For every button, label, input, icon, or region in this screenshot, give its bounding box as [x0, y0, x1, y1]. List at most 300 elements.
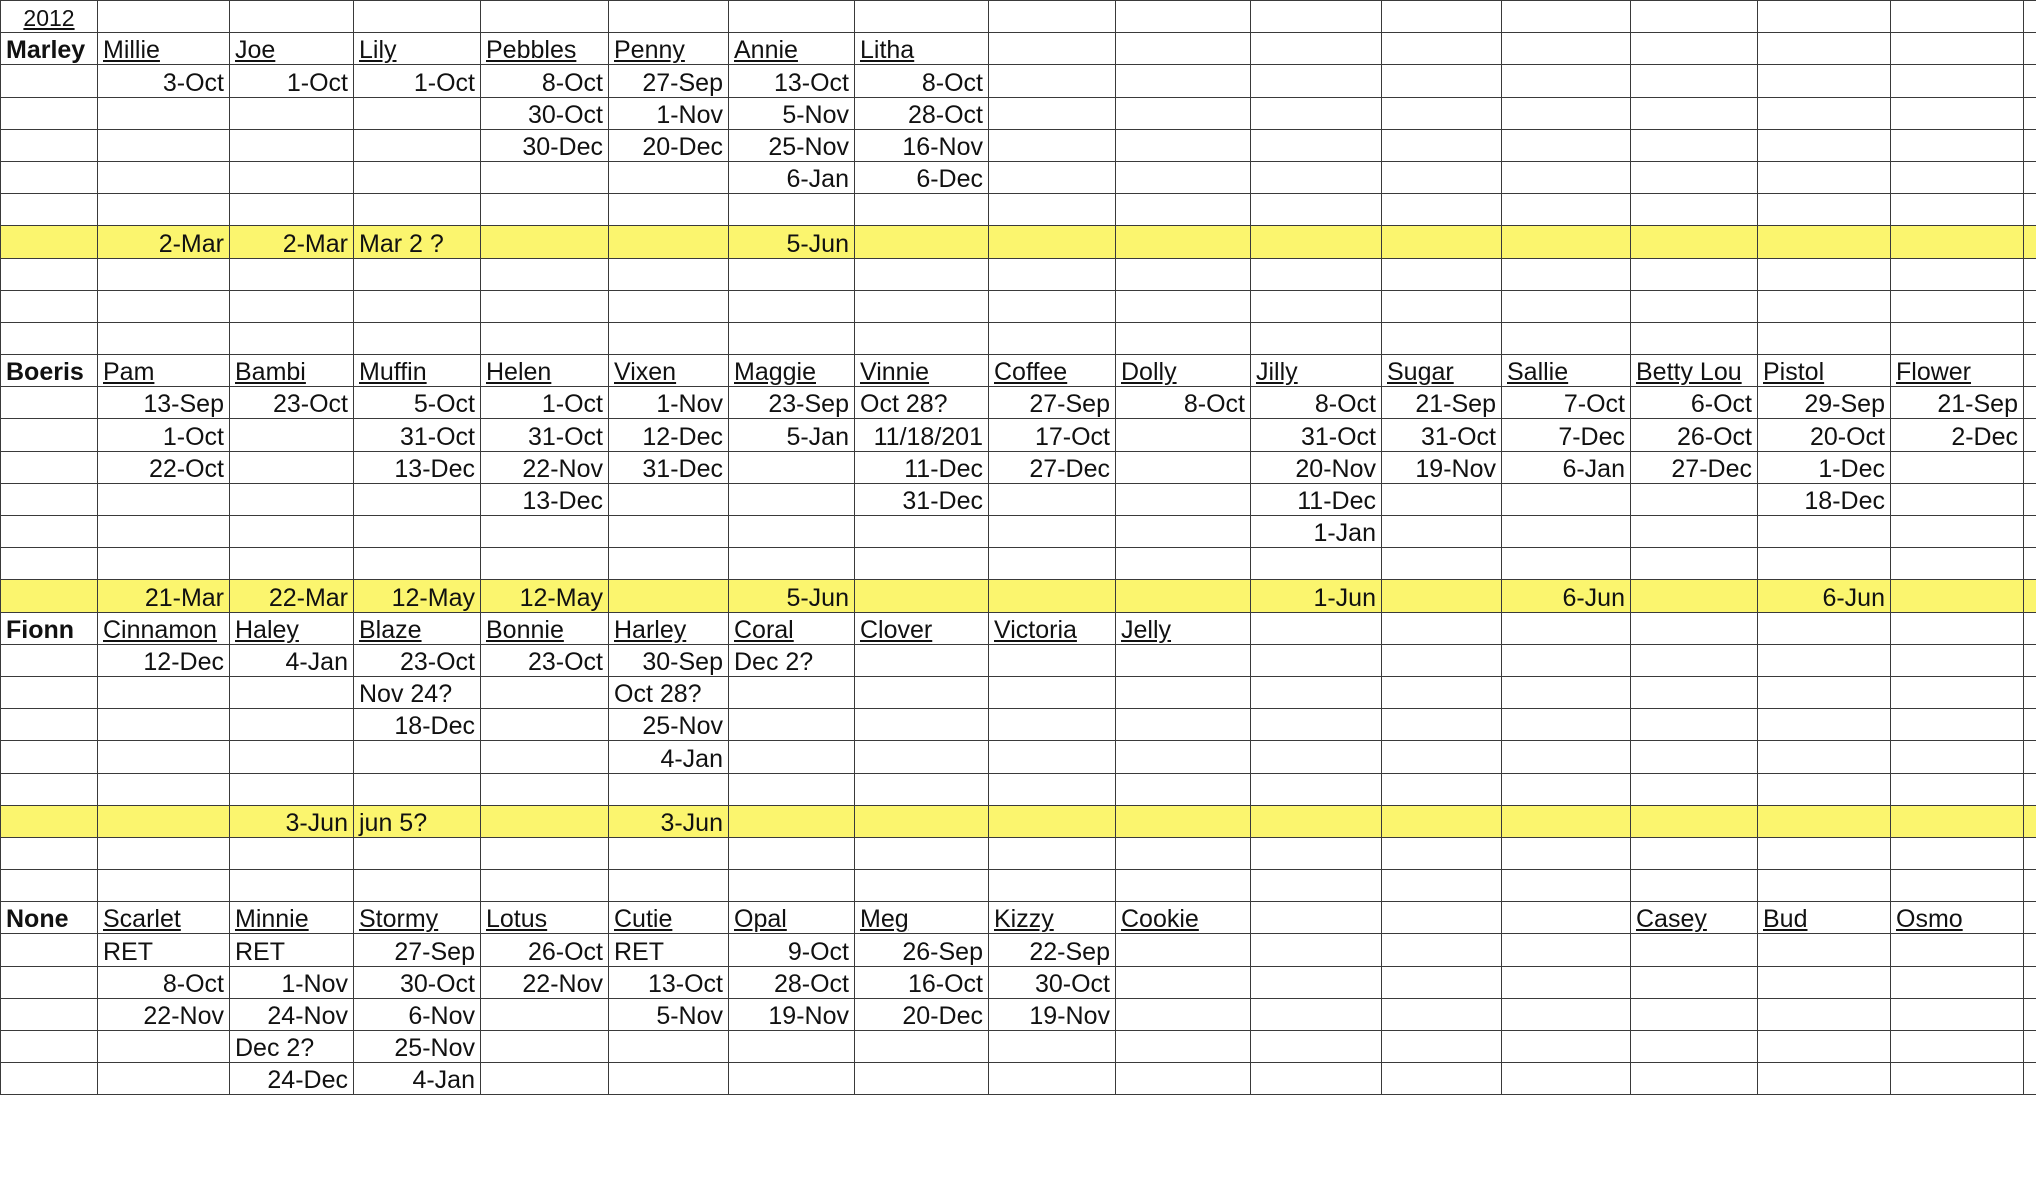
- empty-cell[interactable]: [98, 97, 230, 129]
- date-cell[interactable]: 1-Dec: [1758, 451, 1891, 483]
- empty-cell[interactable]: [354, 97, 481, 129]
- empty-cell[interactable]: [1758, 258, 1891, 290]
- empty-cell[interactable]: [1502, 773, 1631, 805]
- empty-cell[interactable]: [855, 676, 989, 708]
- empty-cell[interactable]: [1116, 97, 1251, 129]
- empty-cell[interactable]: [1116, 33, 1251, 65]
- animal-name-header[interactable]: Coral: [729, 612, 855, 644]
- empty-cell[interactable]: [1631, 644, 1758, 676]
- date-cell[interactable]: 2-Dec: [1891, 419, 2024, 451]
- date-cell[interactable]: 21-Sep: [1382, 387, 1502, 419]
- empty-cell[interactable]: [1116, 290, 1251, 322]
- empty-cell[interactable]: [1251, 226, 1382, 258]
- empty-cell[interactable]: [1382, 33, 1502, 65]
- empty-cell[interactable]: [1758, 773, 1891, 805]
- empty-cell[interactable]: [230, 709, 354, 741]
- empty-cell[interactable]: [855, 226, 989, 258]
- empty-cell[interactable]: [1116, 934, 1251, 966]
- empty-cell[interactable]: [1251, 837, 1382, 869]
- empty-cell[interactable]: [1, 322, 98, 354]
- date-cell[interactable]: 22-Nov: [481, 966, 609, 998]
- animal-name-header[interactable]: Lotus: [481, 902, 609, 934]
- empty-cell[interactable]: [2024, 998, 2036, 1030]
- empty-cell[interactable]: [1631, 226, 1758, 258]
- date-cell[interactable]: 4-Jan: [354, 1063, 481, 1095]
- date-cell[interactable]: 5-Nov: [609, 998, 729, 1030]
- highlight-date-cell[interactable]: 1-Jun: [1251, 580, 1382, 612]
- empty-cell[interactable]: [1251, 194, 1382, 226]
- empty-cell[interactable]: [729, 548, 855, 580]
- date-cell[interactable]: 18-Dec: [1758, 483, 1891, 515]
- empty-cell[interactable]: [855, 741, 989, 773]
- empty-cell[interactable]: [1382, 194, 1502, 226]
- empty-cell[interactable]: [609, 548, 729, 580]
- empty-cell[interactable]: [1116, 709, 1251, 741]
- empty-cell[interactable]: [1758, 129, 1891, 161]
- empty-cell[interactable]: [1891, 548, 2024, 580]
- empty-cell[interactable]: [1631, 934, 1758, 966]
- date-cell[interactable]: 13-Dec: [481, 483, 609, 515]
- empty-cell[interactable]: [1382, 226, 1502, 258]
- empty-cell[interactable]: [230, 773, 354, 805]
- animal-name-header[interactable]: Annie: [729, 33, 855, 65]
- empty-cell[interactable]: [1382, 290, 1502, 322]
- empty-cell[interactable]: [1891, 322, 2024, 354]
- date-cell[interactable]: 5-Oct: [354, 387, 481, 419]
- empty-cell[interactable]: [1631, 97, 1758, 129]
- empty-cell[interactable]: [1251, 902, 1382, 934]
- animal-name-header[interactable]: Meg: [855, 902, 989, 934]
- empty-cell[interactable]: [609, 837, 729, 869]
- empty-cell[interactable]: [1758, 65, 1891, 97]
- empty-cell[interactable]: [1382, 516, 1502, 548]
- empty-cell[interactable]: [1758, 998, 1891, 1030]
- empty-cell[interactable]: [729, 483, 855, 515]
- empty-cell[interactable]: [989, 258, 1116, 290]
- empty-cell[interactable]: [989, 65, 1116, 97]
- empty-cell[interactable]: [1116, 837, 1251, 869]
- empty-cell[interactable]: [1631, 1063, 1758, 1095]
- animal-name-header[interactable]: Flower: [1891, 355, 2024, 387]
- date-cell[interactable]: 26-Oct: [481, 934, 609, 966]
- empty-cell[interactable]: [1891, 194, 2024, 226]
- empty-cell[interactable]: [230, 97, 354, 129]
- empty-cell[interactable]: [1251, 998, 1382, 1030]
- empty-cell[interactable]: [481, 290, 609, 322]
- empty-cell[interactable]: [1631, 483, 1758, 515]
- empty-cell[interactable]: [1, 387, 98, 419]
- empty-cell[interactable]: [2024, 837, 2036, 869]
- empty-cell[interactable]: [1891, 129, 2024, 161]
- empty-cell[interactable]: [354, 548, 481, 580]
- empty-cell[interactable]: [98, 129, 230, 161]
- empty-cell[interactable]: [1502, 1031, 1631, 1063]
- empty-cell[interactable]: [1382, 644, 1502, 676]
- empty-cell[interactable]: [230, 419, 354, 451]
- empty-cell[interactable]: [1382, 1031, 1502, 1063]
- empty-cell[interactable]: [1382, 902, 1502, 934]
- highlight-date-cell[interactable]: 12-May: [481, 580, 609, 612]
- empty-cell[interactable]: [1116, 516, 1251, 548]
- empty-cell[interactable]: [1116, 998, 1251, 1030]
- animal-name-header[interactable]: Millie: [98, 33, 230, 65]
- empty-cell[interactable]: [729, 837, 855, 869]
- empty-cell[interactable]: [1758, 290, 1891, 322]
- empty-cell[interactable]: [1251, 676, 1382, 708]
- empty-cell[interactable]: [1251, 290, 1382, 322]
- empty-cell[interactable]: [481, 870, 609, 902]
- empty-cell[interactable]: [354, 483, 481, 515]
- highlight-date-cell[interactable]: 22-Mar: [230, 580, 354, 612]
- empty-cell[interactable]: [1116, 161, 1251, 193]
- empty-cell[interactable]: [1758, 548, 1891, 580]
- empty-cell[interactable]: [481, 548, 609, 580]
- animal-name-header[interactable]: Penny: [609, 33, 729, 65]
- empty-cell[interactable]: [989, 741, 1116, 773]
- empty-cell[interactable]: [1251, 934, 1382, 966]
- empty-cell[interactable]: [230, 483, 354, 515]
- date-cell[interactable]: 27-Sep: [989, 387, 1116, 419]
- empty-cell[interactable]: [1891, 483, 2024, 515]
- empty-cell[interactable]: [481, 676, 609, 708]
- empty-cell[interactable]: [1631, 805, 1758, 837]
- empty-cell[interactable]: [1631, 612, 1758, 644]
- empty-cell[interactable]: [855, 194, 989, 226]
- empty-cell[interactable]: [230, 129, 354, 161]
- empty-cell[interactable]: [1251, 709, 1382, 741]
- empty-cell[interactable]: [2024, 97, 2036, 129]
- empty-cell[interactable]: [481, 1031, 609, 1063]
- empty-cell[interactable]: [1631, 998, 1758, 1030]
- empty-cell[interactable]: [1502, 837, 1631, 869]
- empty-cell[interactable]: [98, 194, 230, 226]
- date-cell[interactable]: Dec 2?: [230, 1031, 354, 1063]
- animal-name-header[interactable]: Haley: [230, 612, 354, 644]
- date-cell[interactable]: 26-Oct: [1631, 419, 1758, 451]
- empty-cell[interactable]: [354, 1, 481, 33]
- empty-cell[interactable]: [1502, 258, 1631, 290]
- empty-cell[interactable]: [729, 258, 855, 290]
- empty-cell[interactable]: [1116, 773, 1251, 805]
- empty-cell[interactable]: [1502, 322, 1631, 354]
- empty-cell[interactable]: [1251, 1, 1382, 33]
- empty-cell[interactable]: [989, 97, 1116, 129]
- empty-cell[interactable]: [989, 805, 1116, 837]
- date-cell[interactable]: 21-Sep: [1891, 387, 2024, 419]
- empty-cell[interactable]: [1, 226, 98, 258]
- date-cell[interactable]: 19-Nov: [1382, 451, 1502, 483]
- empty-cell[interactable]: [481, 516, 609, 548]
- empty-cell[interactable]: [989, 226, 1116, 258]
- date-cell[interactable]: 3-Oct: [98, 65, 230, 97]
- empty-cell[interactable]: [1631, 65, 1758, 97]
- date-cell[interactable]: Oct 28?: [609, 676, 729, 708]
- section-name[interactable]: None: [1, 902, 98, 934]
- date-cell[interactable]: 4-Jan: [609, 741, 729, 773]
- empty-cell[interactable]: [1116, 65, 1251, 97]
- date-cell[interactable]: 7-Dec: [1502, 419, 1631, 451]
- empty-cell[interactable]: [2024, 419, 2036, 451]
- date-cell[interactable]: 1-Oct: [481, 387, 609, 419]
- empty-cell[interactable]: [1116, 805, 1251, 837]
- date-cell[interactable]: 12-Dec: [98, 644, 230, 676]
- empty-cell[interactable]: [1, 290, 98, 322]
- empty-cell[interactable]: [609, 1063, 729, 1095]
- empty-cell[interactable]: [1, 741, 98, 773]
- animal-name-header[interactable]: Helen: [481, 355, 609, 387]
- empty-cell[interactable]: [1251, 612, 1382, 644]
- empty-cell[interactable]: [2024, 65, 2036, 97]
- empty-cell[interactable]: [1631, 258, 1758, 290]
- empty-cell[interactable]: [1382, 612, 1502, 644]
- empty-cell[interactable]: [230, 741, 354, 773]
- highlight-date-cell[interactable]: jun 5?: [354, 805, 481, 837]
- empty-cell[interactable]: [354, 741, 481, 773]
- empty-cell[interactable]: [1502, 194, 1631, 226]
- empty-cell[interactable]: [729, 870, 855, 902]
- date-cell[interactable]: 8-Oct: [481, 65, 609, 97]
- empty-cell[interactable]: [1758, 161, 1891, 193]
- date-cell[interactable]: 27-Dec: [1631, 451, 1758, 483]
- empty-cell[interactable]: [1382, 548, 1502, 580]
- animal-name-header[interactable]: Cookie: [1116, 902, 1251, 934]
- empty-cell[interactable]: [855, 805, 989, 837]
- date-cell[interactable]: 29-Sep: [1758, 387, 1891, 419]
- empty-cell[interactable]: [2024, 387, 2036, 419]
- empty-cell[interactable]: [1891, 934, 2024, 966]
- empty-cell[interactable]: [481, 837, 609, 869]
- empty-cell[interactable]: [1502, 805, 1631, 837]
- empty-cell[interactable]: [1502, 676, 1631, 708]
- empty-cell[interactable]: [1251, 644, 1382, 676]
- empty-cell[interactable]: [2024, 194, 2036, 226]
- empty-cell[interactable]: [98, 161, 230, 193]
- empty-cell[interactable]: [1382, 129, 1502, 161]
- date-cell[interactable]: 6-Oct: [1631, 387, 1758, 419]
- empty-cell[interactable]: [1251, 773, 1382, 805]
- empty-cell[interactable]: [1631, 773, 1758, 805]
- empty-cell[interactable]: [1251, 805, 1382, 837]
- date-cell[interactable]: 31-Oct: [1251, 419, 1382, 451]
- animal-name-header[interactable]: Bonnie: [481, 612, 609, 644]
- highlight-date-cell[interactable]: 2-Mar: [98, 226, 230, 258]
- empty-cell[interactable]: [609, 194, 729, 226]
- empty-cell[interactable]: [1, 870, 98, 902]
- empty-cell[interactable]: [729, 290, 855, 322]
- empty-cell[interactable]: [1891, 837, 2024, 869]
- date-cell[interactable]: 30-Oct: [354, 966, 481, 998]
- empty-cell[interactable]: [2024, 805, 2036, 837]
- empty-cell[interactable]: [354, 837, 481, 869]
- date-cell[interactable]: 31-Dec: [609, 451, 729, 483]
- empty-cell[interactable]: [1631, 33, 1758, 65]
- empty-cell[interactable]: [855, 644, 989, 676]
- empty-cell[interactable]: [1382, 161, 1502, 193]
- date-cell[interactable]: Oct 28?: [855, 387, 989, 419]
- date-cell[interactable]: 5-Nov: [729, 97, 855, 129]
- empty-cell[interactable]: [729, 516, 855, 548]
- date-cell[interactable]: 31-Oct: [354, 419, 481, 451]
- empty-cell[interactable]: [1251, 966, 1382, 998]
- date-cell[interactable]: 20-Nov: [1251, 451, 1382, 483]
- empty-cell[interactable]: [1631, 290, 1758, 322]
- empty-cell[interactable]: [1758, 805, 1891, 837]
- empty-cell[interactable]: [1251, 129, 1382, 161]
- date-cell[interactable]: 7-Oct: [1502, 387, 1631, 419]
- empty-cell[interactable]: [1, 1063, 98, 1095]
- animal-name-header[interactable]: Opal: [729, 902, 855, 934]
- empty-cell[interactable]: [1, 966, 98, 998]
- empty-cell[interactable]: [1891, 612, 2024, 644]
- date-cell[interactable]: 4-Jan: [230, 644, 354, 676]
- date-cell[interactable]: 11-Dec: [1251, 483, 1382, 515]
- date-cell[interactable]: 13-Dec: [354, 451, 481, 483]
- date-cell[interactable]: 20-Dec: [855, 998, 989, 1030]
- highlight-date-cell[interactable]: 21-Mar: [98, 580, 230, 612]
- empty-cell[interactable]: [230, 548, 354, 580]
- empty-cell[interactable]: [1891, 709, 2024, 741]
- date-cell[interactable]: 1-Oct: [98, 419, 230, 451]
- empty-cell[interactable]: [481, 773, 609, 805]
- empty-cell[interactable]: [98, 290, 230, 322]
- date-cell[interactable]: 22-Oct: [98, 451, 230, 483]
- empty-cell[interactable]: [1382, 580, 1502, 612]
- empty-cell[interactable]: [1, 1031, 98, 1063]
- animal-name-header[interactable]: Coffee: [989, 355, 1116, 387]
- empty-cell[interactable]: [1382, 1063, 1502, 1095]
- empty-cell[interactable]: [2024, 516, 2036, 548]
- date-cell[interactable]: 1-Oct: [354, 65, 481, 97]
- date-cell[interactable]: 23-Oct: [354, 644, 481, 676]
- empty-cell[interactable]: [1, 65, 98, 97]
- date-cell[interactable]: Nov 24?: [354, 676, 481, 708]
- empty-cell[interactable]: [1, 419, 98, 451]
- empty-cell[interactable]: [2024, 902, 2036, 934]
- empty-cell[interactable]: [1891, 1063, 2024, 1095]
- empty-cell[interactable]: [98, 1031, 230, 1063]
- empty-cell[interactable]: [1382, 709, 1502, 741]
- empty-cell[interactable]: [1502, 902, 1631, 934]
- empty-cell[interactable]: [1631, 870, 1758, 902]
- date-cell[interactable]: 23-Oct: [481, 644, 609, 676]
- date-cell[interactable]: 18-Dec: [354, 709, 481, 741]
- empty-cell[interactable]: [989, 773, 1116, 805]
- date-cell[interactable]: RET: [98, 934, 230, 966]
- empty-cell[interactable]: [1382, 805, 1502, 837]
- empty-cell[interactable]: [1758, 1, 1891, 33]
- empty-cell[interactable]: [2024, 548, 2036, 580]
- empty-cell[interactable]: [98, 837, 230, 869]
- date-cell[interactable]: 13-Oct: [729, 65, 855, 97]
- empty-cell[interactable]: [2024, 934, 2036, 966]
- empty-cell[interactable]: [1891, 516, 2024, 548]
- section-name[interactable]: Fionn: [1, 612, 98, 644]
- empty-cell[interactable]: [1, 676, 98, 708]
- empty-cell[interactable]: [855, 516, 989, 548]
- empty-cell[interactable]: [1, 258, 98, 290]
- empty-cell[interactable]: [609, 483, 729, 515]
- date-cell[interactable]: 31-Oct: [1382, 419, 1502, 451]
- empty-cell[interactable]: [230, 290, 354, 322]
- empty-cell[interactable]: [1116, 483, 1251, 515]
- empty-cell[interactable]: [1891, 870, 2024, 902]
- empty-cell[interactable]: [1, 773, 98, 805]
- empty-cell[interactable]: [1631, 1, 1758, 33]
- date-cell[interactable]: 22-Nov: [481, 451, 609, 483]
- highlight-date-cell[interactable]: 12-May: [354, 580, 481, 612]
- date-cell[interactable]: 28-Oct: [729, 966, 855, 998]
- empty-cell[interactable]: [1502, 129, 1631, 161]
- empty-cell[interactable]: [2024, 1063, 2036, 1095]
- empty-cell[interactable]: [989, 709, 1116, 741]
- empty-cell[interactable]: [1891, 33, 2024, 65]
- empty-cell[interactable]: [1502, 161, 1631, 193]
- empty-cell[interactable]: [98, 741, 230, 773]
- date-cell[interactable]: 23-Sep: [729, 387, 855, 419]
- empty-cell[interactable]: [855, 1031, 989, 1063]
- empty-cell[interactable]: [230, 870, 354, 902]
- empty-cell[interactable]: [2024, 1031, 2036, 1063]
- date-cell[interactable]: 8-Oct: [1116, 387, 1251, 419]
- empty-cell[interactable]: [1758, 934, 1891, 966]
- date-cell[interactable]: Dec 2?: [729, 644, 855, 676]
- empty-cell[interactable]: [1116, 451, 1251, 483]
- empty-cell[interactable]: [1382, 998, 1502, 1030]
- empty-cell[interactable]: [98, 1063, 230, 1095]
- date-cell[interactable]: RET: [609, 934, 729, 966]
- empty-cell[interactable]: [1502, 290, 1631, 322]
- empty-cell[interactable]: [1631, 161, 1758, 193]
- empty-cell[interactable]: [2024, 644, 2036, 676]
- empty-cell[interactable]: [989, 548, 1116, 580]
- empty-cell[interactable]: [1631, 548, 1758, 580]
- empty-cell[interactable]: [230, 322, 354, 354]
- empty-cell[interactable]: [1891, 451, 2024, 483]
- empty-cell[interactable]: [1116, 322, 1251, 354]
- empty-cell[interactable]: [1251, 741, 1382, 773]
- empty-cell[interactable]: [609, 580, 729, 612]
- date-cell[interactable]: 25-Nov: [609, 709, 729, 741]
- date-cell[interactable]: 1-Nov: [609, 97, 729, 129]
- empty-cell[interactable]: [1116, 1031, 1251, 1063]
- empty-cell[interactable]: [1758, 676, 1891, 708]
- empty-cell[interactable]: [855, 258, 989, 290]
- empty-cell[interactable]: [609, 773, 729, 805]
- empty-cell[interactable]: [98, 1, 230, 33]
- empty-cell[interactable]: [481, 194, 609, 226]
- empty-cell[interactable]: [1116, 1, 1251, 33]
- empty-cell[interactable]: [481, 226, 609, 258]
- date-cell[interactable]: 24-Dec: [230, 1063, 354, 1095]
- empty-cell[interactable]: [1631, 129, 1758, 161]
- empty-cell[interactable]: [989, 322, 1116, 354]
- empty-cell[interactable]: [1382, 837, 1502, 869]
- date-cell[interactable]: 19-Nov: [729, 998, 855, 1030]
- animal-name-header[interactable]: Bud: [1758, 902, 1891, 934]
- empty-cell[interactable]: [98, 870, 230, 902]
- highlight-date-cell[interactable]: 5-Jun: [729, 226, 855, 258]
- date-cell[interactable]: 6-Jan: [1502, 451, 1631, 483]
- empty-cell[interactable]: [1891, 258, 2024, 290]
- empty-cell[interactable]: [1116, 226, 1251, 258]
- empty-cell[interactable]: [1758, 709, 1891, 741]
- empty-cell[interactable]: [1382, 258, 1502, 290]
- empty-cell[interactable]: [2024, 129, 2036, 161]
- animal-name-header[interactable]: Cutie: [609, 902, 729, 934]
- date-cell[interactable]: 30-Dec: [481, 129, 609, 161]
- empty-cell[interactable]: [1, 837, 98, 869]
- empty-cell[interactable]: [481, 998, 609, 1030]
